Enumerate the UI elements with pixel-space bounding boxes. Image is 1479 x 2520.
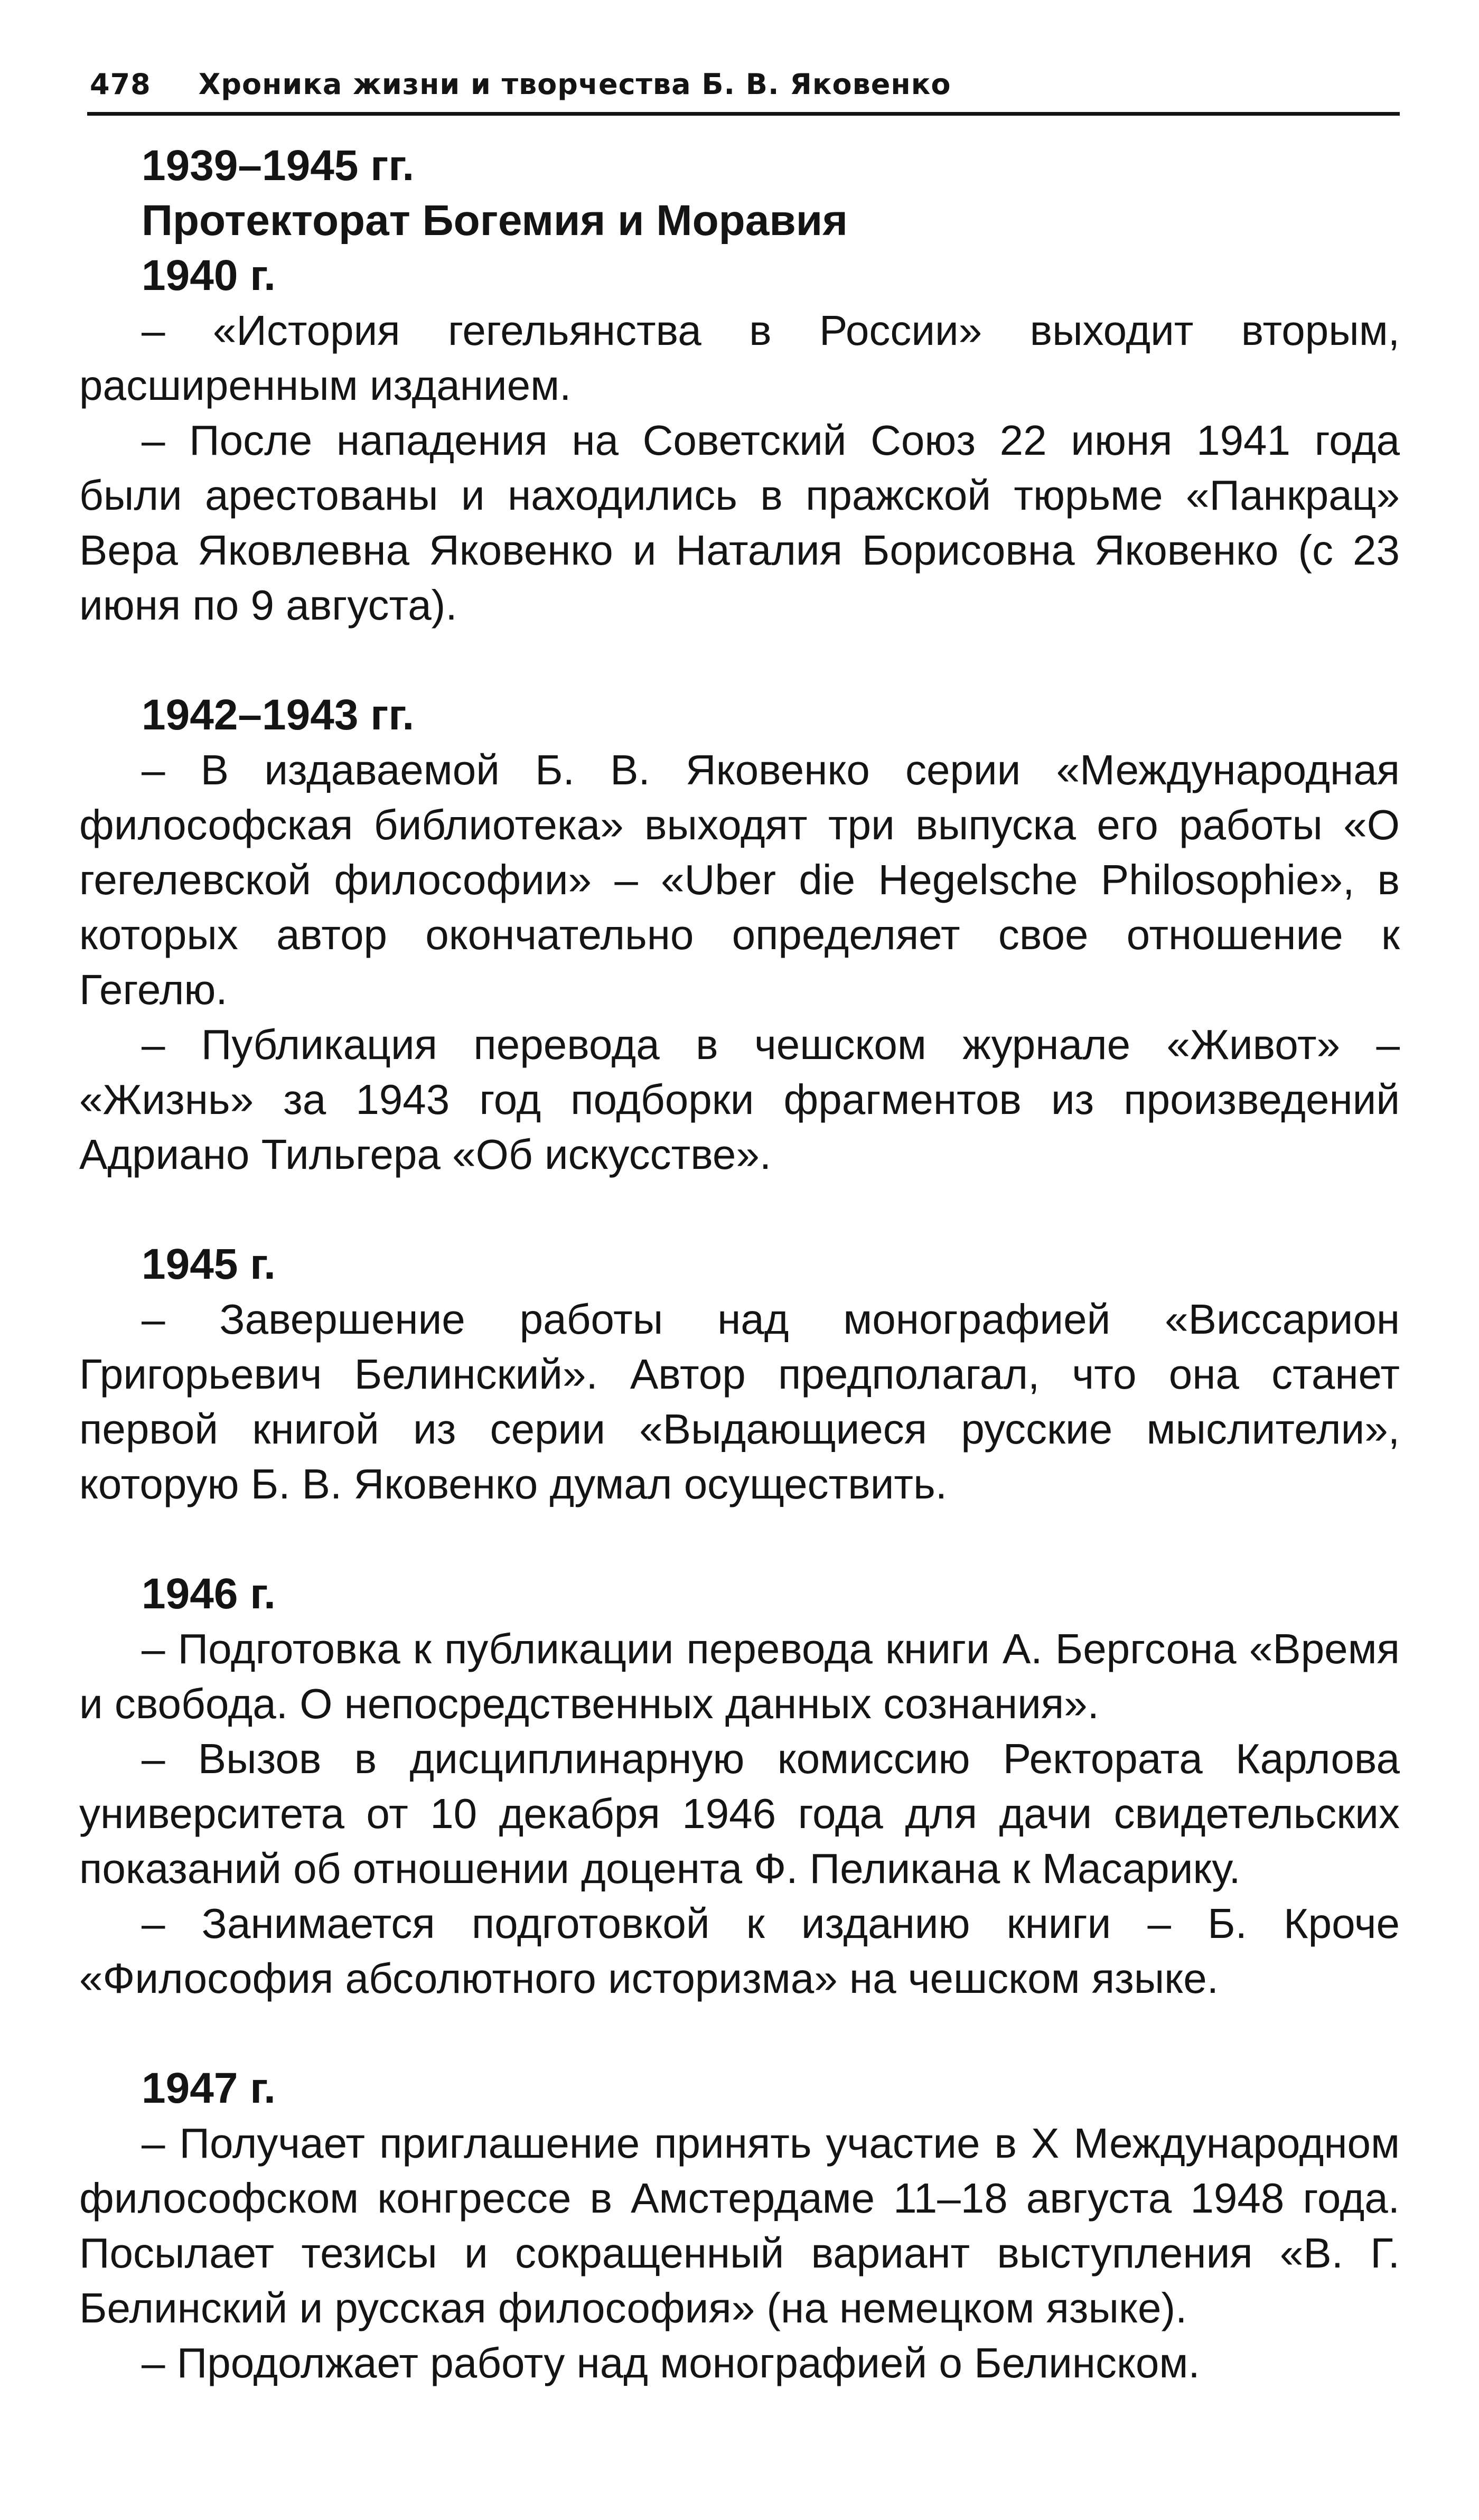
entry-paragraph: – Продолжает работу над монографией о Белинском. — [142, 2339, 1200, 2386]
header-rule — [87, 112, 1400, 116]
year-heading: 1945 г. — [142, 1240, 276, 1288]
entry-paragraph: – «История гегельянства в России» выходит вторым, расширенным изданием. — [79, 307, 1400, 409]
entry-paragraph: – Получает приглашение принять участие в X Международном философском конгрессе в Амстердаме 11–18 августа 1948 года. Посылает тезисы и сокращенный вариант выступления «В. Г. Белинский и русская философия» (на немецком языке). — [79, 2120, 1400, 2331]
section-1946 — [79, 1567, 1400, 2006]
section-1945 — [79, 1237, 1400, 1512]
running-title: Хроника жизни и творчества Б. В. Яковенко — [198, 68, 951, 101]
entry-paragraph: – Вызов в дисциплинарную комиссию Ректората Карлова университета от 10 декабря 1946 года для дачи свидетельских показаний об отношении доцента Ф. Пеликана к Масарику. — [79, 1735, 1400, 1892]
page-number: 478 — [90, 68, 151, 101]
year-heading: 1946 г. — [142, 1570, 276, 1618]
year-heading: 1940 г. — [142, 251, 276, 299]
year-heading: 1942–1943 гг. — [142, 691, 415, 739]
section-subheading: Протекторат Богемия и Моравия — [142, 196, 848, 245]
section-1947 — [79, 2061, 1400, 2391]
entry-paragraph: – Публикация перевода в чешском журнале «Живот» – «Жизнь» за 1943 год подборки фрагментов из произведений Адриано Тильгера «Об искусстве». — [79, 1021, 1400, 1178]
body-text — [79, 138, 1400, 2391]
entry-paragraph: – Занимается подготовкой к изданию книги – Б. Кроче «Философия абсолютного историзма» на чешском языке. — [79, 1900, 1400, 2002]
entry-paragraph: – Подготовка к публикации перевода книги А. Бергсона «Время и свобода. О непосредственных данных сознания». — [79, 1625, 1400, 1727]
entry-paragraph: – После нападения на Советский Союз 22 июня 1941 года были арестованы и находились в пражской тюрьме «Панкрац» Вера Яковлевна Яковенко и Наталия Борисовна Яковенко (с 23 июня по 9 августа). — [79, 417, 1400, 629]
section-1939-1945 — [79, 138, 1400, 633]
running-header — [90, 68, 951, 101]
section-heading: 1939–1945 гг. — [142, 142, 415, 190]
section-1942-1943 — [79, 688, 1400, 1182]
entry-paragraph: – В издаваемой Б. В. Яковенко серии «Международная философская библиотека» выходят три выпуска его работы «О гегелевской философии» – «Uber die Hegelsche Philosophie», в которых автор окончательно определяет свое отношение к Гегелю. — [79, 746, 1400, 1013]
entry-paragraph: – Завершение работы над монографией «Виссарион Григорьевич Белинский». Автор предполагал, что она станет первой книгой из серии «Выдающиеся русские мыслители», которую Б. В. Яковенко думал осуществить. — [79, 1296, 1400, 1507]
year-heading: 1947 г. — [142, 2064, 276, 2112]
